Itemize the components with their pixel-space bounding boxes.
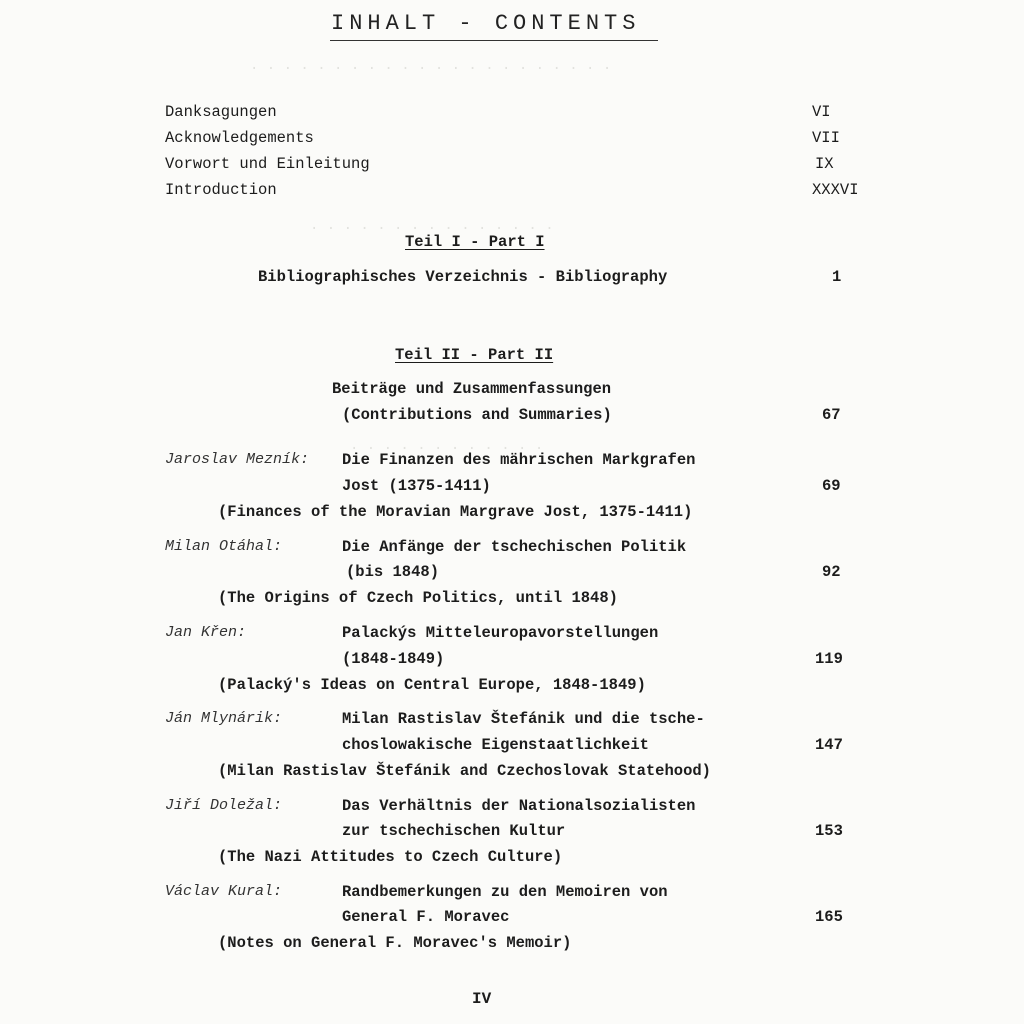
entry-author: Jan Křen:	[165, 624, 247, 641]
entry-author: Milan Otáhal:	[165, 538, 283, 555]
entry-author: Ján Mlynárik:	[165, 710, 283, 727]
entry-author: Jaroslav Mezník:	[165, 451, 310, 468]
entry-title-line1: Die Finanzen des mährischen Markgrafen	[342, 451, 696, 469]
part-2-line1: Beiträge und Zusammenfassungen	[332, 380, 612, 398]
entry-translation: (Notes on General F. Moravec's Memoir)	[218, 934, 572, 952]
entry-author: Václav Kural:	[165, 883, 283, 900]
part-2-line2: (Contributions and Summaries)	[342, 406, 612, 424]
toc-page: 1	[832, 268, 842, 286]
entry-author: Jiří Doležal:	[165, 797, 283, 814]
entry-title-line2: (bis 1848)	[346, 563, 440, 581]
title-underline	[330, 40, 658, 41]
entry-title-line1: Milan Rastislav Štefánik und die tsche-	[342, 710, 705, 728]
bleed-through-text: . . . . . . . . . . . . . . .	[310, 218, 554, 234]
toc-page: VII	[812, 129, 840, 147]
entry-title-line1: Randbemerkungen zu den Memoiren von	[342, 883, 668, 901]
toc-label-vorwort: Vorwort und Einleitung	[165, 155, 370, 173]
page-title: INHALT - CONTENTS	[331, 11, 641, 36]
page-number: IV	[472, 990, 492, 1008]
entry-title-line2: choslowakische Eigenstaatlichkeit	[342, 736, 649, 754]
toc-page: 147	[815, 736, 843, 754]
part-1-line: Bibliographisches Verzeichnis - Bibliography	[258, 268, 668, 286]
toc-label-introduction: Introduction	[165, 181, 277, 199]
toc-page: 69	[822, 477, 841, 495]
toc-page: VI	[812, 103, 831, 121]
entry-title-line1: Das Verhältnis der Nationalsozialisten	[342, 797, 696, 815]
toc-page: IX	[815, 155, 834, 173]
entry-title-line1: Die Anfänge der tschechischen Politik	[342, 538, 687, 556]
toc-page: 119	[815, 650, 843, 668]
entry-title-line2: Jost (1375-1411)	[342, 477, 491, 495]
toc-page: XXXVI	[812, 181, 859, 199]
entry-translation: (Finances of the Moravian Margrave Jost, 1375-1411)	[218, 503, 693, 521]
entry-translation: (Milan Rastislav Štefánik and Czechoslovak Statehood)	[218, 762, 711, 780]
bleed-through-text: . . . . . . . . . . . . . . . . . . . . . .	[250, 58, 612, 74]
part-2-heading: Teil II - Part II	[395, 346, 554, 364]
toc-page: 165	[815, 908, 843, 926]
entry-translation: (The Nazi Attitudes to Czech Culture)	[218, 848, 563, 866]
entry-translation: (The Origins of Czech Politics, until 1848)	[218, 589, 618, 607]
entry-title-line2: General F. Moravec	[342, 908, 510, 926]
toc-page: 92	[822, 563, 841, 581]
toc-page: 67	[822, 406, 841, 424]
entry-title-line2: zur tschechischen Kultur	[342, 822, 566, 840]
toc-label-danksagungen: Danksagungen	[165, 103, 277, 121]
entry-translation: (Palacký's Ideas on Central Europe, 1848-1849)	[218, 676, 646, 694]
part-1-heading: Teil I - Part I	[405, 233, 545, 251]
toc-label-acknowledgements: Acknowledgements	[165, 129, 314, 147]
toc-page: 153	[815, 822, 843, 840]
bleed-through-text: . . . . . . . . . . . .	[350, 438, 544, 454]
entry-title-line1: Palackýs Mitteleuropavorstellungen	[342, 624, 659, 642]
entry-title-line2: (1848-1849)	[342, 650, 445, 668]
